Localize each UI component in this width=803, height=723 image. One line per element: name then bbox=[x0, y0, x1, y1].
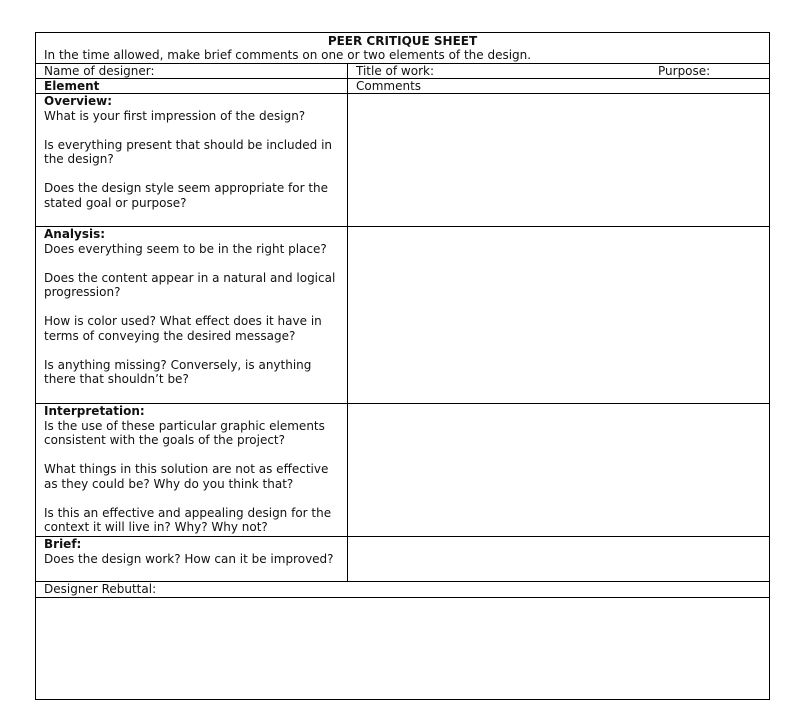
question-text: How is color used? What effect does it have in bbox=[44, 314, 322, 328]
work-title-field[interactable]: Title of work: bbox=[356, 64, 434, 78]
analysis-comments-box[interactable] bbox=[348, 227, 768, 402]
question-text: Does the design work? How can it be improved? bbox=[44, 551, 334, 566]
brief-heading: Brief: bbox=[44, 537, 82, 551]
overview-section bbox=[44, 94, 344, 210]
instructions-text: In the time allowed, make brief comments on one or two elements of the design. bbox=[44, 48, 532, 62]
peer-critique-sheet bbox=[35, 32, 770, 700]
question-text: progression? bbox=[44, 285, 121, 299]
interpretation-section bbox=[44, 404, 344, 535]
sheet-title: PEER CRITIQUE SHEET bbox=[327, 34, 478, 48]
purpose-field[interactable]: Purpose: bbox=[658, 64, 711, 78]
brief-comments-box[interactable] bbox=[348, 537, 768, 580]
question-text: context it will live in? Why? Why not? bbox=[44, 520, 268, 534]
question-text: Is everything present that should be included in bbox=[44, 137, 333, 152]
overview-comments-box[interactable] bbox=[348, 94, 768, 225]
question-text: Does everything seem to be in the right place? bbox=[44, 241, 327, 256]
question-text: Is this an effective and appealing design for the bbox=[44, 505, 332, 520]
question-text: as they could be? Why do you think that? bbox=[44, 476, 294, 491]
question-text: terms of conveying the desired message? bbox=[44, 328, 296, 343]
question-text: Does the content appear in a natural and logical bbox=[44, 270, 336, 285]
analysis-section bbox=[44, 227, 344, 387]
question-text: What is your first impression of the design? bbox=[44, 108, 306, 123]
overview-heading: Overview: bbox=[44, 94, 113, 108]
interpretation-heading: Interpretation: bbox=[44, 404, 145, 418]
comments-column-header: Comments bbox=[356, 79, 422, 93]
question-text: the design? bbox=[44, 152, 114, 166]
question-text: stated goal or purpose? bbox=[44, 195, 187, 210]
question-text: Is the use of these particular graphic elements bbox=[44, 418, 325, 433]
element-column-header: Element bbox=[44, 79, 100, 93]
designer-rebuttal-box[interactable] bbox=[37, 598, 768, 698]
brief-section bbox=[44, 537, 344, 566]
question-text: there that shouldn’t be? bbox=[44, 372, 189, 386]
designer-rebuttal-label: Designer Rebuttal: bbox=[44, 582, 157, 596]
question-text: What things in this solution are not as effective bbox=[44, 462, 329, 476]
analysis-heading: Analysis: bbox=[44, 227, 106, 241]
designer-name-field[interactable]: Name of designer: bbox=[44, 64, 155, 78]
question-text: Is anything missing? Conversely, is anything bbox=[44, 357, 312, 372]
question-text: Does the design style seem appropriate for the bbox=[44, 181, 329, 195]
interpretation-comments-box[interactable] bbox=[348, 404, 768, 535]
question-text: consistent with the goals of the project? bbox=[44, 433, 285, 447]
